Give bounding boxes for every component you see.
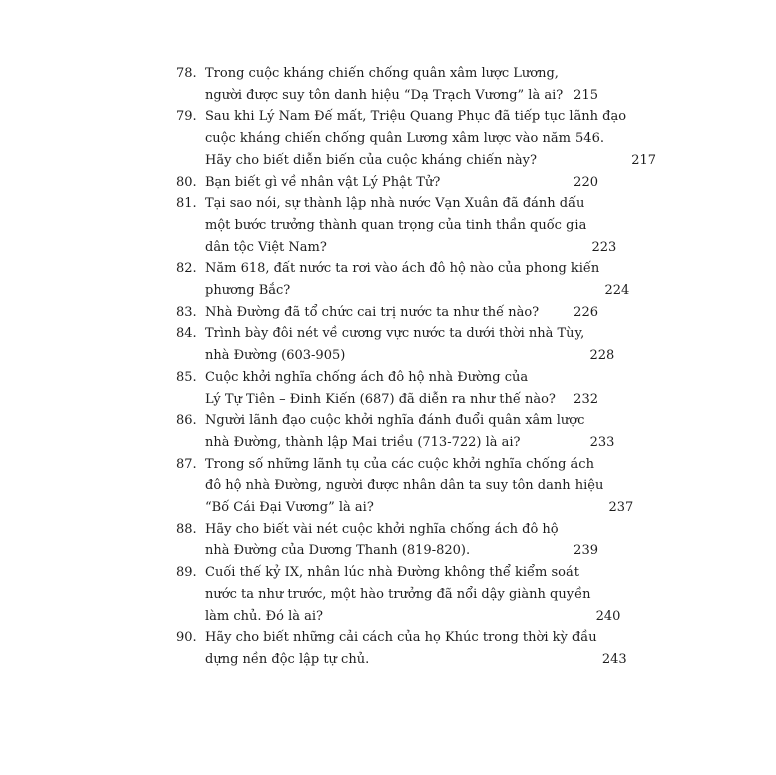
entry-page-number: 217 bbox=[631, 152, 657, 168]
entry-text-line: làm chủ. Đó là ai? bbox=[205, 608, 324, 624]
entry-text-line: Sau khi Lý Nam Đế mất, Triệu Quang Phục đã tiếp tục lãnh đạo bbox=[205, 109, 627, 125]
toc-entry bbox=[176, 193, 617, 258]
entry-text-line: Hãy cho biết diễn biến của cuộc kháng chiến này? bbox=[205, 152, 537, 168]
entry-text-line: Cuộc khởi nghĩa chống ách đô hộ nhà Đường của bbox=[205, 369, 529, 385]
toc-entry bbox=[176, 627, 627, 670]
entry-number: 88. bbox=[176, 521, 197, 537]
entry-number: 80. bbox=[176, 174, 197, 190]
entry-question bbox=[205, 106, 656, 171]
entry-question bbox=[205, 172, 598, 194]
entry-question bbox=[205, 627, 627, 670]
toc-entry bbox=[176, 172, 598, 194]
entry-question bbox=[205, 410, 614, 453]
toc-entry bbox=[176, 258, 630, 301]
entry-number: 78. bbox=[176, 66, 197, 81]
entry-text-line: Nhà Đường đã tổ chức cai trị nước ta như thế nào? bbox=[205, 304, 540, 320]
entry-text-line: đô hộ nhà Đường, người được nhân dân ta suy tôn danh hiệu bbox=[205, 478, 604, 494]
table-of-contents bbox=[176, 63, 657, 671]
entry-text-line: Hãy cho biết vài nét cuộc khởi nghĩa chống ách đô hộ bbox=[205, 521, 559, 537]
entry-text-line: “Bố Cái Đại Vương” là ai? bbox=[205, 500, 374, 516]
entry-question bbox=[205, 63, 598, 106]
entry-text-line: nhà Đường (603-905) bbox=[205, 348, 346, 364]
entry-text-line: Tại sao nói, sự thành lập nhà nước Vạn Xuân đã đánh dấu bbox=[205, 196, 585, 212]
entry-number: 84. bbox=[176, 326, 197, 342]
entry-number: 85. bbox=[176, 369, 197, 385]
entry-number: 79. bbox=[176, 109, 197, 125]
entry-page-number: 237 bbox=[608, 500, 634, 516]
entry-text-line: Lý Tự Tiên – Đinh Kiến (687) đã diễn ra như thế nào? bbox=[205, 391, 556, 407]
entry-number: 89. bbox=[176, 565, 197, 581]
entry-number: 82. bbox=[176, 261, 197, 277]
toc-entry bbox=[176, 302, 598, 324]
entry-number: 87. bbox=[176, 456, 197, 472]
entry-question bbox=[205, 562, 620, 627]
entry-number: 81. bbox=[176, 196, 197, 212]
entry-text-line: cuộc kháng chiến chống quân Lương xâm lược vào năm 546. bbox=[205, 131, 604, 147]
entry-text-line: Cuối thế kỷ IX, nhân lúc nhà Đường không thể kiểm soát bbox=[205, 565, 579, 581]
entry-text-line: nhà Đường của Dương Thanh (819-820). bbox=[205, 543, 471, 559]
entry-page-number: 220 bbox=[573, 174, 598, 190]
toc-entry bbox=[176, 454, 634, 519]
entry-question bbox=[205, 519, 598, 562]
entry-text-line: nước ta như trước, một hào trưởng đã nổi dậy giành quyền bbox=[205, 586, 591, 602]
entry-question bbox=[205, 367, 598, 410]
entry-number: 86. bbox=[176, 413, 197, 429]
entry-text-line: dân tộc Việt Nam? bbox=[205, 239, 327, 255]
toc-entry bbox=[176, 323, 615, 366]
toc-entry bbox=[176, 106, 657, 171]
entry-number: 90. bbox=[176, 630, 197, 646]
entry-page-number: 228 bbox=[589, 348, 615, 364]
entry-text-line: một bước trưởng thành quan trọng của tinh thần quốc gia bbox=[205, 217, 587, 233]
entry-number: 83. bbox=[176, 304, 197, 320]
entry-text-line: Trong số những lãnh tụ của các cuộc khởi nghĩa chống ách bbox=[205, 456, 594, 472]
entry-text-line: Hãy cho biết những cải cách của họ Khúc trong thời kỳ đầu bbox=[205, 630, 597, 646]
entry-question bbox=[205, 454, 633, 519]
entry-page-number: 232 bbox=[573, 391, 598, 407]
entry-text-line: nhà Đường, thành lập Mai triều (713-722) là ai? bbox=[205, 434, 521, 450]
toc-entry bbox=[176, 410, 615, 453]
toc-entry bbox=[176, 519, 598, 562]
entry-text-line: dựng nền độc lập tự chủ. bbox=[205, 651, 370, 667]
entry-question bbox=[205, 323, 614, 366]
entry-page-number: 215 bbox=[573, 87, 598, 103]
entry-page-number: 243 bbox=[601, 651, 627, 667]
entry-question bbox=[205, 258, 629, 301]
entry-question bbox=[205, 302, 598, 324]
entry-text-line: người được suy tôn danh hiệu “Dạ Trạch Vương” là ai? bbox=[205, 87, 564, 103]
entry-page-number: 233 bbox=[589, 434, 615, 450]
entry-page-number: 223 bbox=[591, 239, 617, 255]
entry-page-number: 239 bbox=[573, 543, 598, 559]
toc-entry bbox=[176, 562, 621, 627]
entry-text-line: Bạn biết gì về nhân vật Lý Phật Tử? bbox=[205, 174, 441, 190]
toc-entry bbox=[176, 63, 598, 106]
entry-text-line: Năm 618, đất nước ta rơi vào ách đô hộ nào của phong kiến bbox=[205, 261, 600, 277]
entry-text-line: Trong cuộc kháng chiến chống quân xâm lược Lương, bbox=[205, 66, 559, 81]
entry-page-number: 240 bbox=[595, 608, 621, 624]
entry-page-number: 226 bbox=[573, 304, 598, 320]
entry-text-line: Trình bày đôi nét về cương vực nước ta dưới thời nhà Tùy, bbox=[205, 326, 585, 342]
entry-text-line: phương Bắc? bbox=[205, 283, 291, 299]
entry-page-number: 224 bbox=[604, 283, 630, 299]
entry-text-line: Người lãnh đạo cuộc khởi nghĩa đánh đuổi quân xâm lược bbox=[205, 413, 585, 429]
toc-entry bbox=[176, 367, 598, 410]
entry-question bbox=[205, 193, 616, 258]
